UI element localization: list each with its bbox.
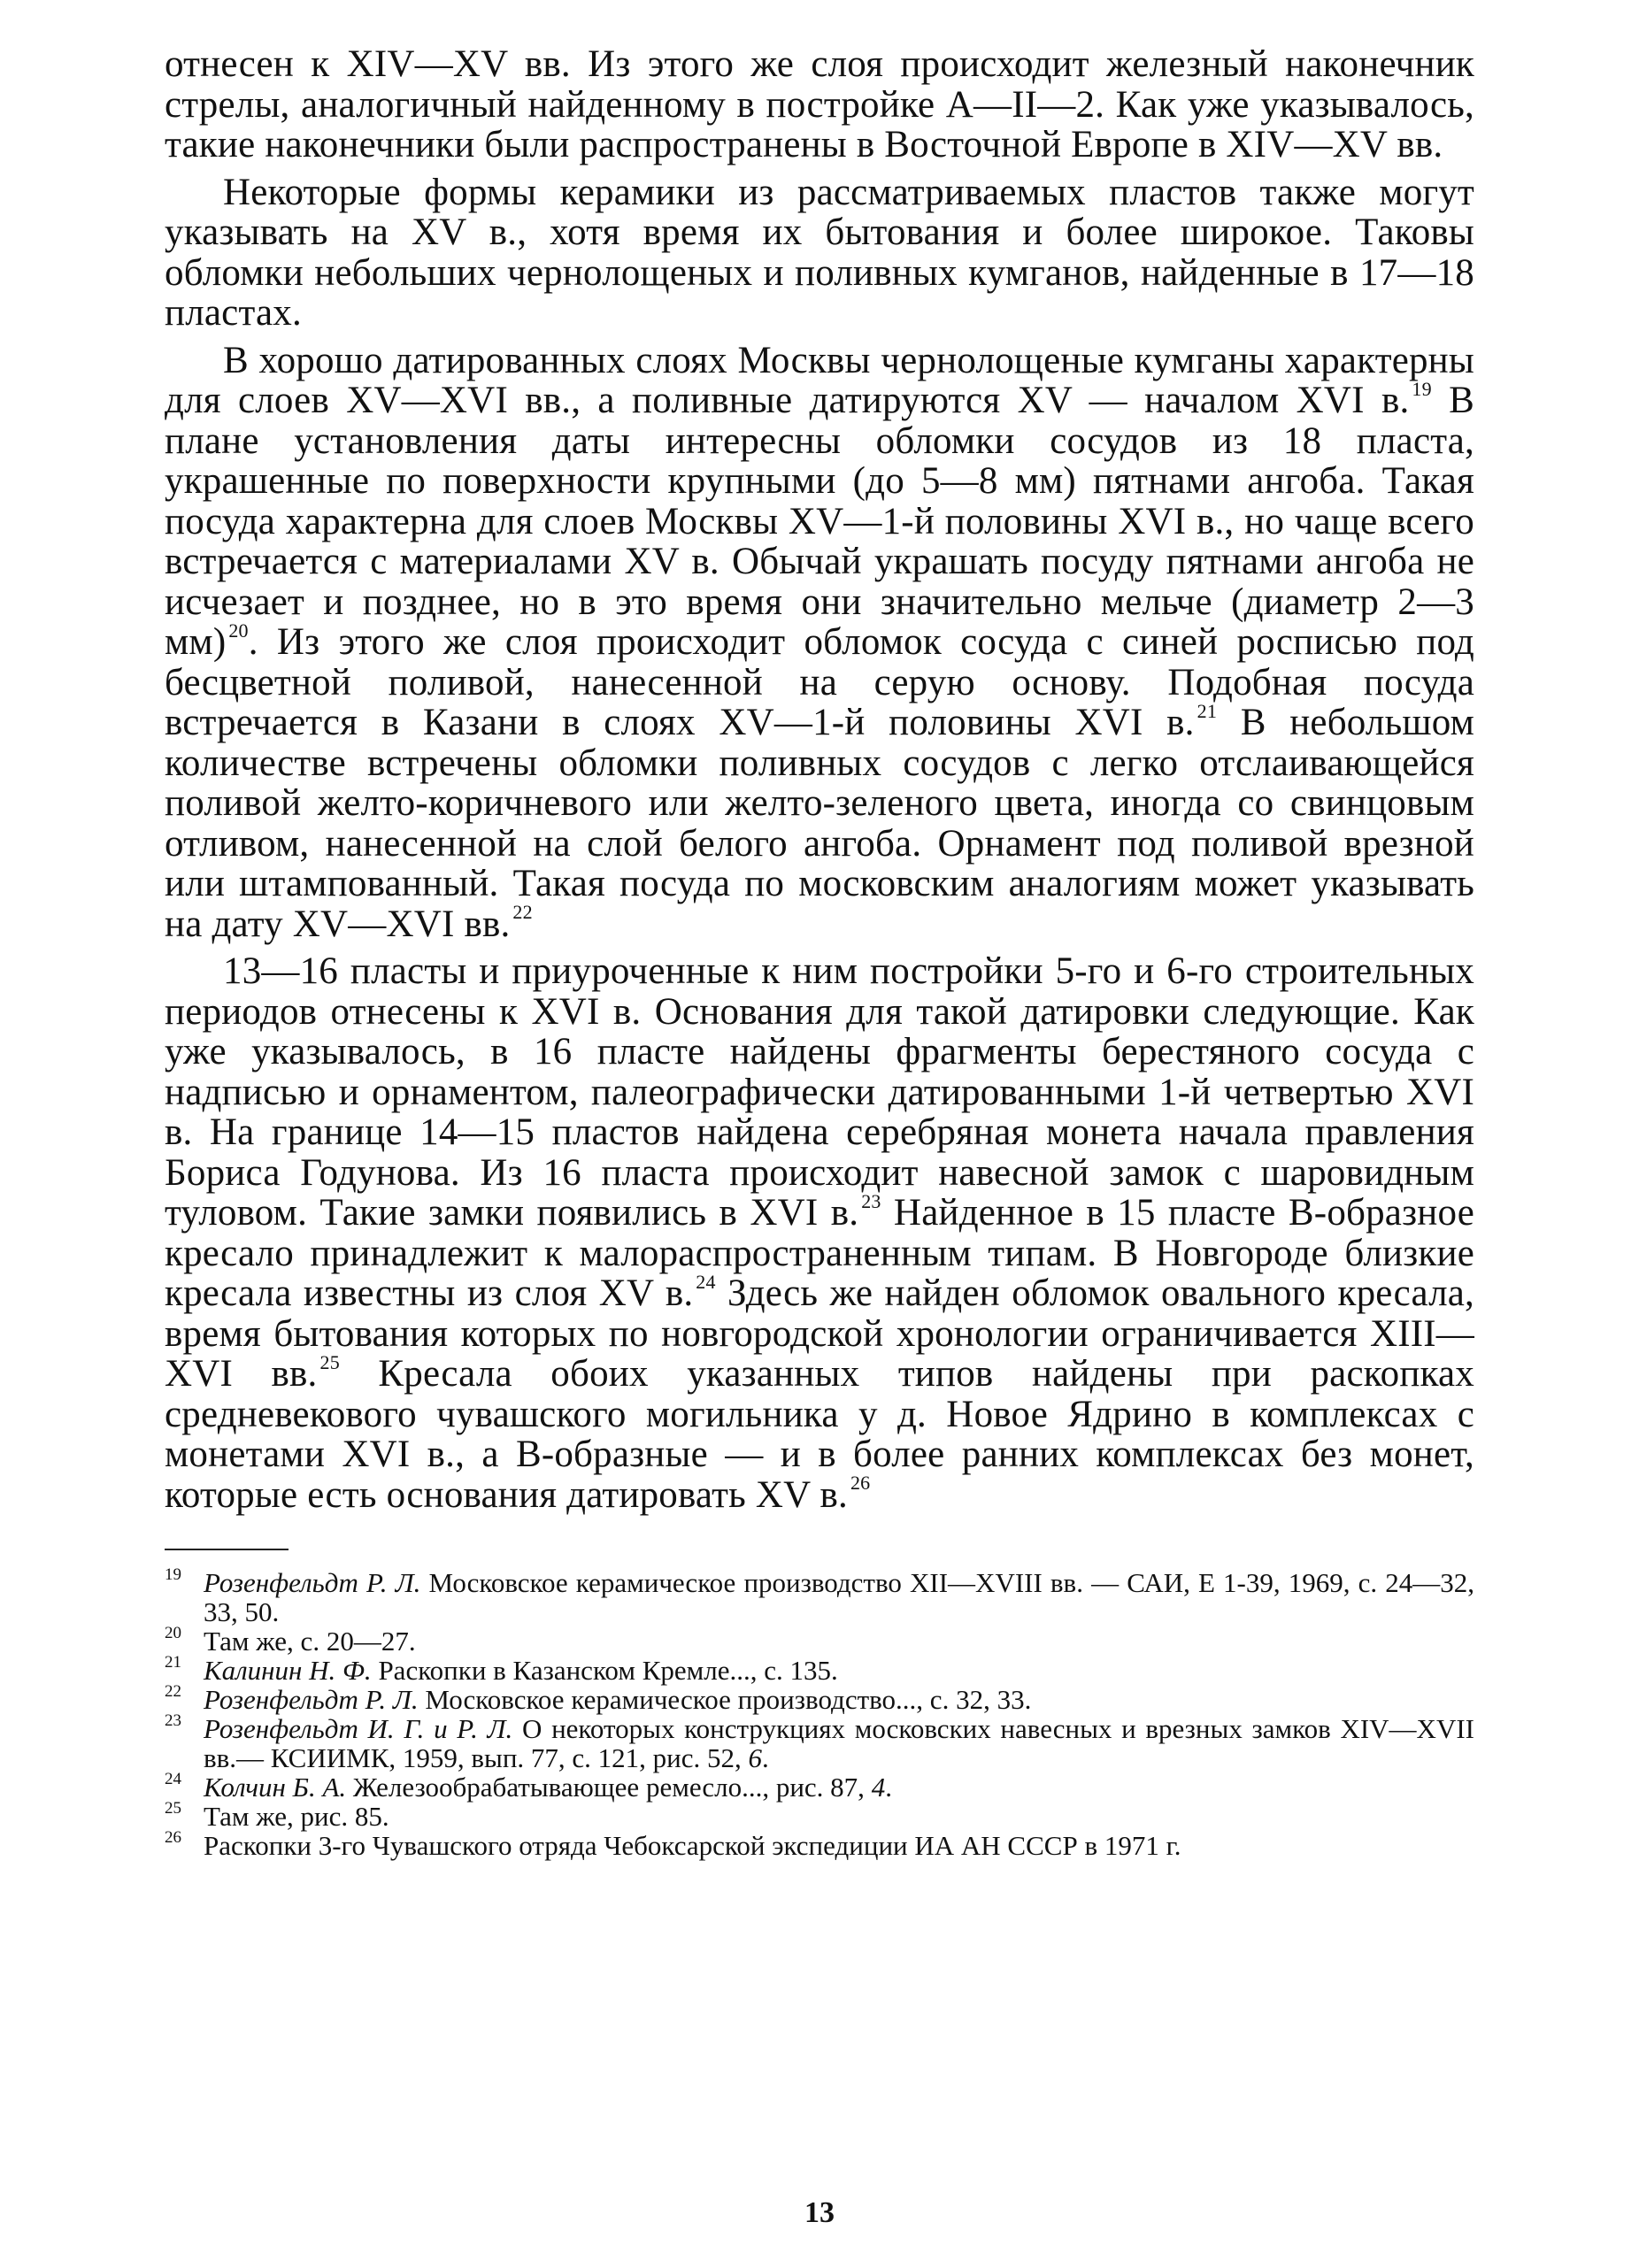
footnote-text: Раскопки 3-го Чувашского отряда Чебоксарской экспедиции ИА АН СССР в 1971 г.: [204, 1830, 1181, 1861]
footnote-ref-26[interactable]: 26: [850, 1472, 871, 1495]
footnote-tail: .: [885, 1772, 892, 1803]
paragraph-4-text-c: Здесь же найден обломок овального кресала, время бытования которых по новгородской хронологии ограничивается XIII—XVI вв.: [165, 1272, 1474, 1395]
footnote-ref-20[interactable]: 20: [228, 619, 249, 642]
footnote-24: 24 Колчин Б. А. Железообрабатывающее ремесло..., рис. 87, 4.: [165, 1769, 892, 1803]
paragraph-2: [165, 173, 1474, 334]
footnote-text: Московское керамическое производство XII—XVIII вв. — САИ, Е 1-39, 1969, с. 24—32, 33, 50.: [204, 1567, 1474, 1627]
footnote-25: 25 Там же, рис. 85.: [165, 1798, 389, 1832]
footnote-26: 26 Раскопки 3-го Чувашского отряда Чебоксарской экспедиции ИА АН СССР в 1971 г.: [165, 1827, 1181, 1861]
paragraph-4-text-a: 13—16 пласты и приуроченные к ним постройки 5-го и 6-го строительных периодов отнесены к XVI в. Основания для такой датировки следующие. Как уже указывалось, в 16 пласте найдены фрагменты берестяного сосуда с надписью и орнаментом, палеографически датированными 1-й четвертью XVI в. На границе 14—15 пластов найдена серебряная монета начала правления Бориса Годунова. Из 16 пласта происходит навесной замок с шаровидным туловом. Такие замки появились в XVI в.: [165, 950, 1474, 1234]
paragraph-4-text-d: Кресала обоих указанных типов найдены при раскопках средневекового чувашского могильника у д. Новое Ядрино в комплексах с монетами XVI в., а В-образные — и в более ранних комплексах без монет, которые есть основания датировать XV в.: [165, 1353, 1474, 1516]
paragraph-4: [165, 951, 1474, 1515]
paragraph-1: [165, 44, 1474, 165]
footnotes: [165, 1565, 1474, 1861]
footnote-author: Розенфельдт Р. Л.: [204, 1684, 419, 1715]
footnote-text: Там же, рис. 85.: [204, 1801, 389, 1832]
paragraph-3-text-d: В небольшом количестве встречены обломки поливных сосудов с легко отслаивающейся поливой желто-коричневого или желто-зеленого цвета, иногда со свинцовым отливом, нанесенной на слой белого ангоба. Орнамент под поливой врезной или штампованный. Такая посуда по московским аналогиям может указывать на дату XV—XVI вв.: [165, 702, 1474, 945]
footnote-author: Розенфельдт И. Г. и Р. Л.: [204, 1713, 513, 1744]
footnote-ref-21[interactable]: 21: [1197, 699, 1218, 722]
footnote-22: 22 Розенфельдт Р. Л. Московское керамическое производство..., с. 32, 33.: [165, 1681, 1032, 1715]
paragraph-4-text-b: Найденное в 15 пласте В-образное кресало принадлежит к малораспространенным типам. В Новгороде близкие кресала известны из слоя XV в.: [165, 1192, 1474, 1314]
footnote-text: Там же, с. 20—27.: [204, 1626, 416, 1657]
footnote-text: Железообрабатывающее ремесло..., рис. 87,: [346, 1772, 872, 1803]
footnote-divider: [165, 1549, 289, 1550]
paragraph-1-text: отнесен к XIV—XV вв. Из этого же слоя происходит железный наконечник стрелы, аналогичный найденному в постройке А—II—2. Как уже указывалось, такие наконечники были распространены в Восточной Европе в XIV—XV вв.: [165, 43, 1474, 165]
footnote-author: Розенфельдт Р. Л.: [204, 1567, 421, 1598]
footnote-21: 21 Калинин Н. Ф. Раскопки в Казанском Кремле..., с. 135.: [165, 1652, 838, 1686]
footnote-ref-23[interactable]: 23: [861, 1189, 881, 1212]
paragraph-2-text: Некоторые формы керамики из рассматриваемых пластов также могут указывать на XV в., хотя время их бытования и более широкое. Таковы обломки небольших чернолощеных и поливных кумганов, найденные в 17—18 пластах.: [165, 171, 1474, 334]
footnote-tail: .: [762, 1742, 769, 1773]
paragraph-3-text-c: . Из этого же слоя происходит обломок сосуда с синей росписью под бесцветной поливой, нанесенной на серую основу. Подобная посуда встречается в Казани в слоях XV—1-й половины XVI в.: [165, 621, 1474, 743]
footnote-author: Колчин Б. А.: [204, 1772, 347, 1803]
footnote-text: Московское керамическое производство..., с. 32, 33.: [418, 1684, 1032, 1715]
footnote-text: О некоторых конструкциях московских навесных и врезных замков XIV—XVII вв.— КСИИМК, 1959, вып. 77, с. 121, рис. 52,: [204, 1713, 1474, 1773]
paragraph-3-text-a: В хорошо датированных слоях Москвы чернолощеные кумганы характерны для слоев XV—XVI вв., а поливные датируются XV — началом XVI в.: [165, 339, 1474, 421]
footnote-author: Калинин Н. Ф.: [204, 1655, 372, 1686]
footnote-text: Раскопки в Казанском Кремле..., с. 135.: [371, 1655, 838, 1686]
paragraph-3-text-b: В плане установления даты интересны обломки сосудов из 18 пласта, украшенные по поверхности крупными (до 5—8 мм) пятнами ангоба. Такая посуда характерна для слоев Москвы XV—1-й половины XVI в., но чаще всего встречается с материалами XV в. Обычай украшать посуду пятнами ангоба не исчезает и позднее, но в это время они значительно мельче (диаметр 2—3 мм): [165, 380, 1474, 663]
footnote-ref-24[interactable]: 24: [696, 1270, 716, 1293]
page-content: [165, 44, 1474, 1860]
footnote-figure-letter: 6: [748, 1742, 763, 1773]
footnote-figure-number: 4: [871, 1772, 886, 1803]
page-number: 13: [804, 2196, 835, 2229]
footnote-20: 20 Там же, с. 20—27.: [165, 1623, 416, 1657]
footnote-ref-19[interactable]: 19: [1412, 377, 1432, 400]
paragraph-3: [165, 341, 1474, 945]
footnote-23: 23 Розенфельдт И. Г. и Р. Л. О некоторых конструкциях московских навесных и врезных замков XIV—XVII вв.— КСИИМК, 1959, вып. 77, с. 121, рис. 52, 6.: [165, 1711, 1474, 1773]
footnote-19: 19 Розенфельдт Р. Л. Московское керамическое производство XII—XVIII вв. — САИ, Е 1-39, 1969, с. 24—32, 33, 50.: [165, 1565, 1474, 1627]
footnote-ref-25[interactable]: 25: [319, 1350, 340, 1373]
main-text: [165, 44, 1474, 1515]
footnote-ref-22[interactable]: 22: [512, 901, 533, 924]
